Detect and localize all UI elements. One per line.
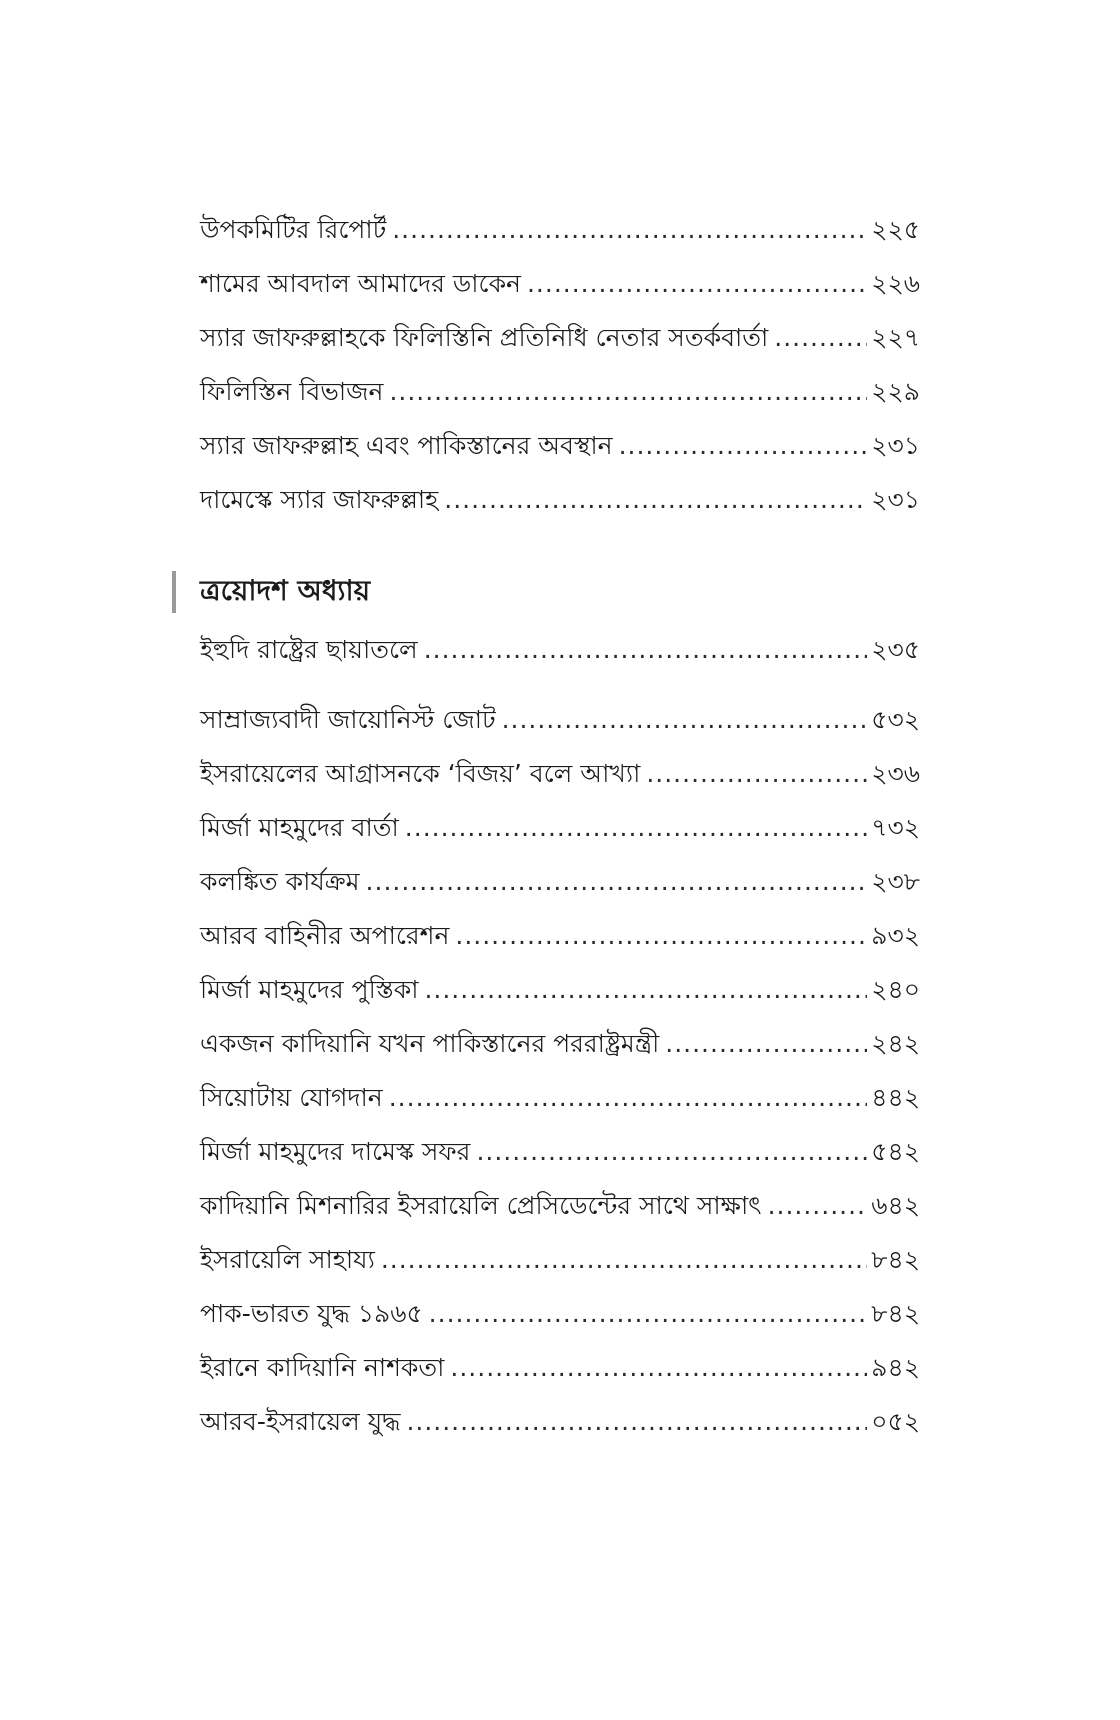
dot-leader (646, 759, 867, 789)
table-of-contents (200, 215, 920, 1461)
entry-title: ইরানে কাদিয়ানি নাশকতা (200, 1353, 445, 1382)
entry-title: ফিলিস্তিন বিভাজন (200, 377, 384, 406)
dot-leader (444, 485, 867, 515)
entry-title: সিয়োটায় যোগদান (200, 1083, 383, 1112)
dot-leader (476, 1137, 867, 1167)
toc-entry[interactable] (200, 1245, 920, 1299)
entry-title: কাদিয়ানি মিশনারির ইসরায়েলি প্রেসিডেন্টের সাথে সাক্ষাৎ (200, 1191, 762, 1220)
entry-page-number: ২৩৫ (871, 635, 920, 664)
entry-page-number: ২২৯ (871, 377, 920, 406)
dot-leader (768, 1191, 868, 1221)
toc-entry[interactable] (200, 1083, 920, 1137)
entry-page-number: ৯৪২ (871, 1353, 920, 1382)
toc-entry[interactable] (200, 323, 920, 377)
toc-group-2 (200, 635, 920, 689)
entry-title: স্যার জাফরুল্লাহকে ফিলিস্তিনি প্রতিনিধি নেতার সতর্কবার্তা (200, 323, 769, 352)
entry-title: শামের আবদাল আমাদের ডাকেন (200, 269, 521, 298)
dot-leader (502, 705, 868, 735)
toc-entry[interactable] (200, 377, 920, 431)
entry-page-number: ৪৪২ (871, 1083, 920, 1112)
toc-group-1 (200, 215, 920, 539)
chapter-heading: ত্রয়োদশ অধ্যায় (200, 573, 371, 607)
entry-title: স্যার জাফরুল্লাহ এবং পাকিস্তানের অবস্থান (200, 431, 613, 460)
entry-page-number: ২৩৬ (871, 759, 920, 788)
entry-title: দামেস্কে স্যার জাফরুল্লাহ (200, 485, 439, 514)
entry-title: ইসরায়েলের আগ্রাসনকে ‘বিজয়’ বলে আখ্যা (200, 759, 641, 788)
entry-title: পাক-ভারত যুদ্ধ ১৯৬৫ (200, 1299, 423, 1328)
toc-entry[interactable] (200, 269, 920, 323)
dot-leader (774, 323, 867, 353)
toc-entry[interactable] (200, 705, 920, 759)
toc-entry[interactable] (200, 431, 920, 485)
entry-page-number: ৭৩২ (871, 813, 920, 842)
dot-leader (366, 867, 868, 897)
entry-page-number: ২২৬ (871, 269, 920, 298)
entry-page-number: ২৪০ (871, 975, 920, 1004)
dot-leader (424, 635, 868, 665)
entry-title: ইহুদি রাষ্ট্রের ছায়াতলে (200, 635, 418, 664)
chapter-heading-block (200, 567, 920, 617)
dot-leader (619, 431, 868, 461)
entry-page-number: ৫৪২ (871, 1137, 920, 1166)
dot-leader (455, 921, 867, 951)
dot-leader (405, 813, 867, 843)
dot-leader (392, 215, 867, 245)
toc-entry[interactable] (200, 1299, 920, 1353)
toc-entry[interactable] (200, 867, 920, 921)
dot-leader (429, 1299, 868, 1329)
entry-page-number: ২৩১ (871, 431, 920, 460)
dot-leader (424, 975, 867, 1005)
toc-entry[interactable] (200, 1191, 920, 1245)
dot-leader (389, 377, 867, 407)
toc-entry[interactable] (200, 813, 920, 867)
entry-title: আরব-ইসরায়েল যুদ্ধ (200, 1407, 401, 1436)
toc-entry[interactable] (200, 1407, 920, 1461)
dot-leader (406, 1407, 867, 1437)
entry-title: মির্জা মাহমুদের বার্তা (200, 813, 399, 842)
toc-entry[interactable] (200, 759, 920, 813)
dot-leader (450, 1353, 867, 1383)
entry-page-number: ৯৩২ (871, 921, 920, 950)
entry-title: সাম্রাজ্যবাদী জায়োনিস্ট জোট (200, 705, 496, 734)
dot-leader (665, 1029, 867, 1059)
toc-entry[interactable] (200, 485, 920, 539)
toc-entry[interactable] (200, 1353, 920, 1407)
group-spacer (200, 689, 920, 705)
entry-page-number: ৮৪২ (871, 1245, 920, 1274)
dot-leader (381, 1245, 867, 1275)
entry-page-number: ৬৪২ (871, 1191, 920, 1220)
entry-title: একজন কাদিয়ানি যখন পাকিস্তানের পররাষ্ট্রমন্ত্রী (200, 1029, 660, 1058)
dot-leader (527, 269, 867, 299)
entry-page-number: ০৫২ (871, 1407, 920, 1436)
dot-leader (389, 1083, 868, 1113)
toc-entry[interactable] (200, 1029, 920, 1083)
toc-group-3 (200, 705, 920, 1461)
toc-entry[interactable] (200, 975, 920, 1029)
entry-title: আরব বাহিনীর অপারেশন (200, 921, 450, 950)
entry-title: মির্জা মাহমুদের দামেস্ক সফর (200, 1137, 471, 1166)
entry-title: কলঙ্কিত কার্যক্রম (200, 867, 360, 896)
entry-page-number: ২৪২ (871, 1029, 920, 1058)
toc-entry[interactable] (200, 635, 920, 689)
chapter-marker-bar (172, 571, 176, 613)
entry-page-number: ৮৪২ (871, 1299, 920, 1328)
entry-page-number: ২৩৮ (871, 867, 920, 896)
entry-page-number: ২২৭ (871, 323, 920, 352)
toc-entry[interactable] (200, 215, 920, 269)
entry-page-number: ৫৩২ (871, 705, 920, 734)
entry-title: উপকমিটির রিপোর্ট (200, 215, 387, 244)
entry-title: ইসরায়েলি সাহায্য (200, 1245, 375, 1274)
entry-title: মির্জা মাহমুদের পুস্তিকা (200, 975, 419, 1004)
entry-page-number: ২২৫ (871, 215, 920, 244)
entry-page-number: ২৩১ (871, 485, 920, 514)
toc-entry[interactable] (200, 921, 920, 975)
toc-entry[interactable] (200, 1137, 920, 1191)
